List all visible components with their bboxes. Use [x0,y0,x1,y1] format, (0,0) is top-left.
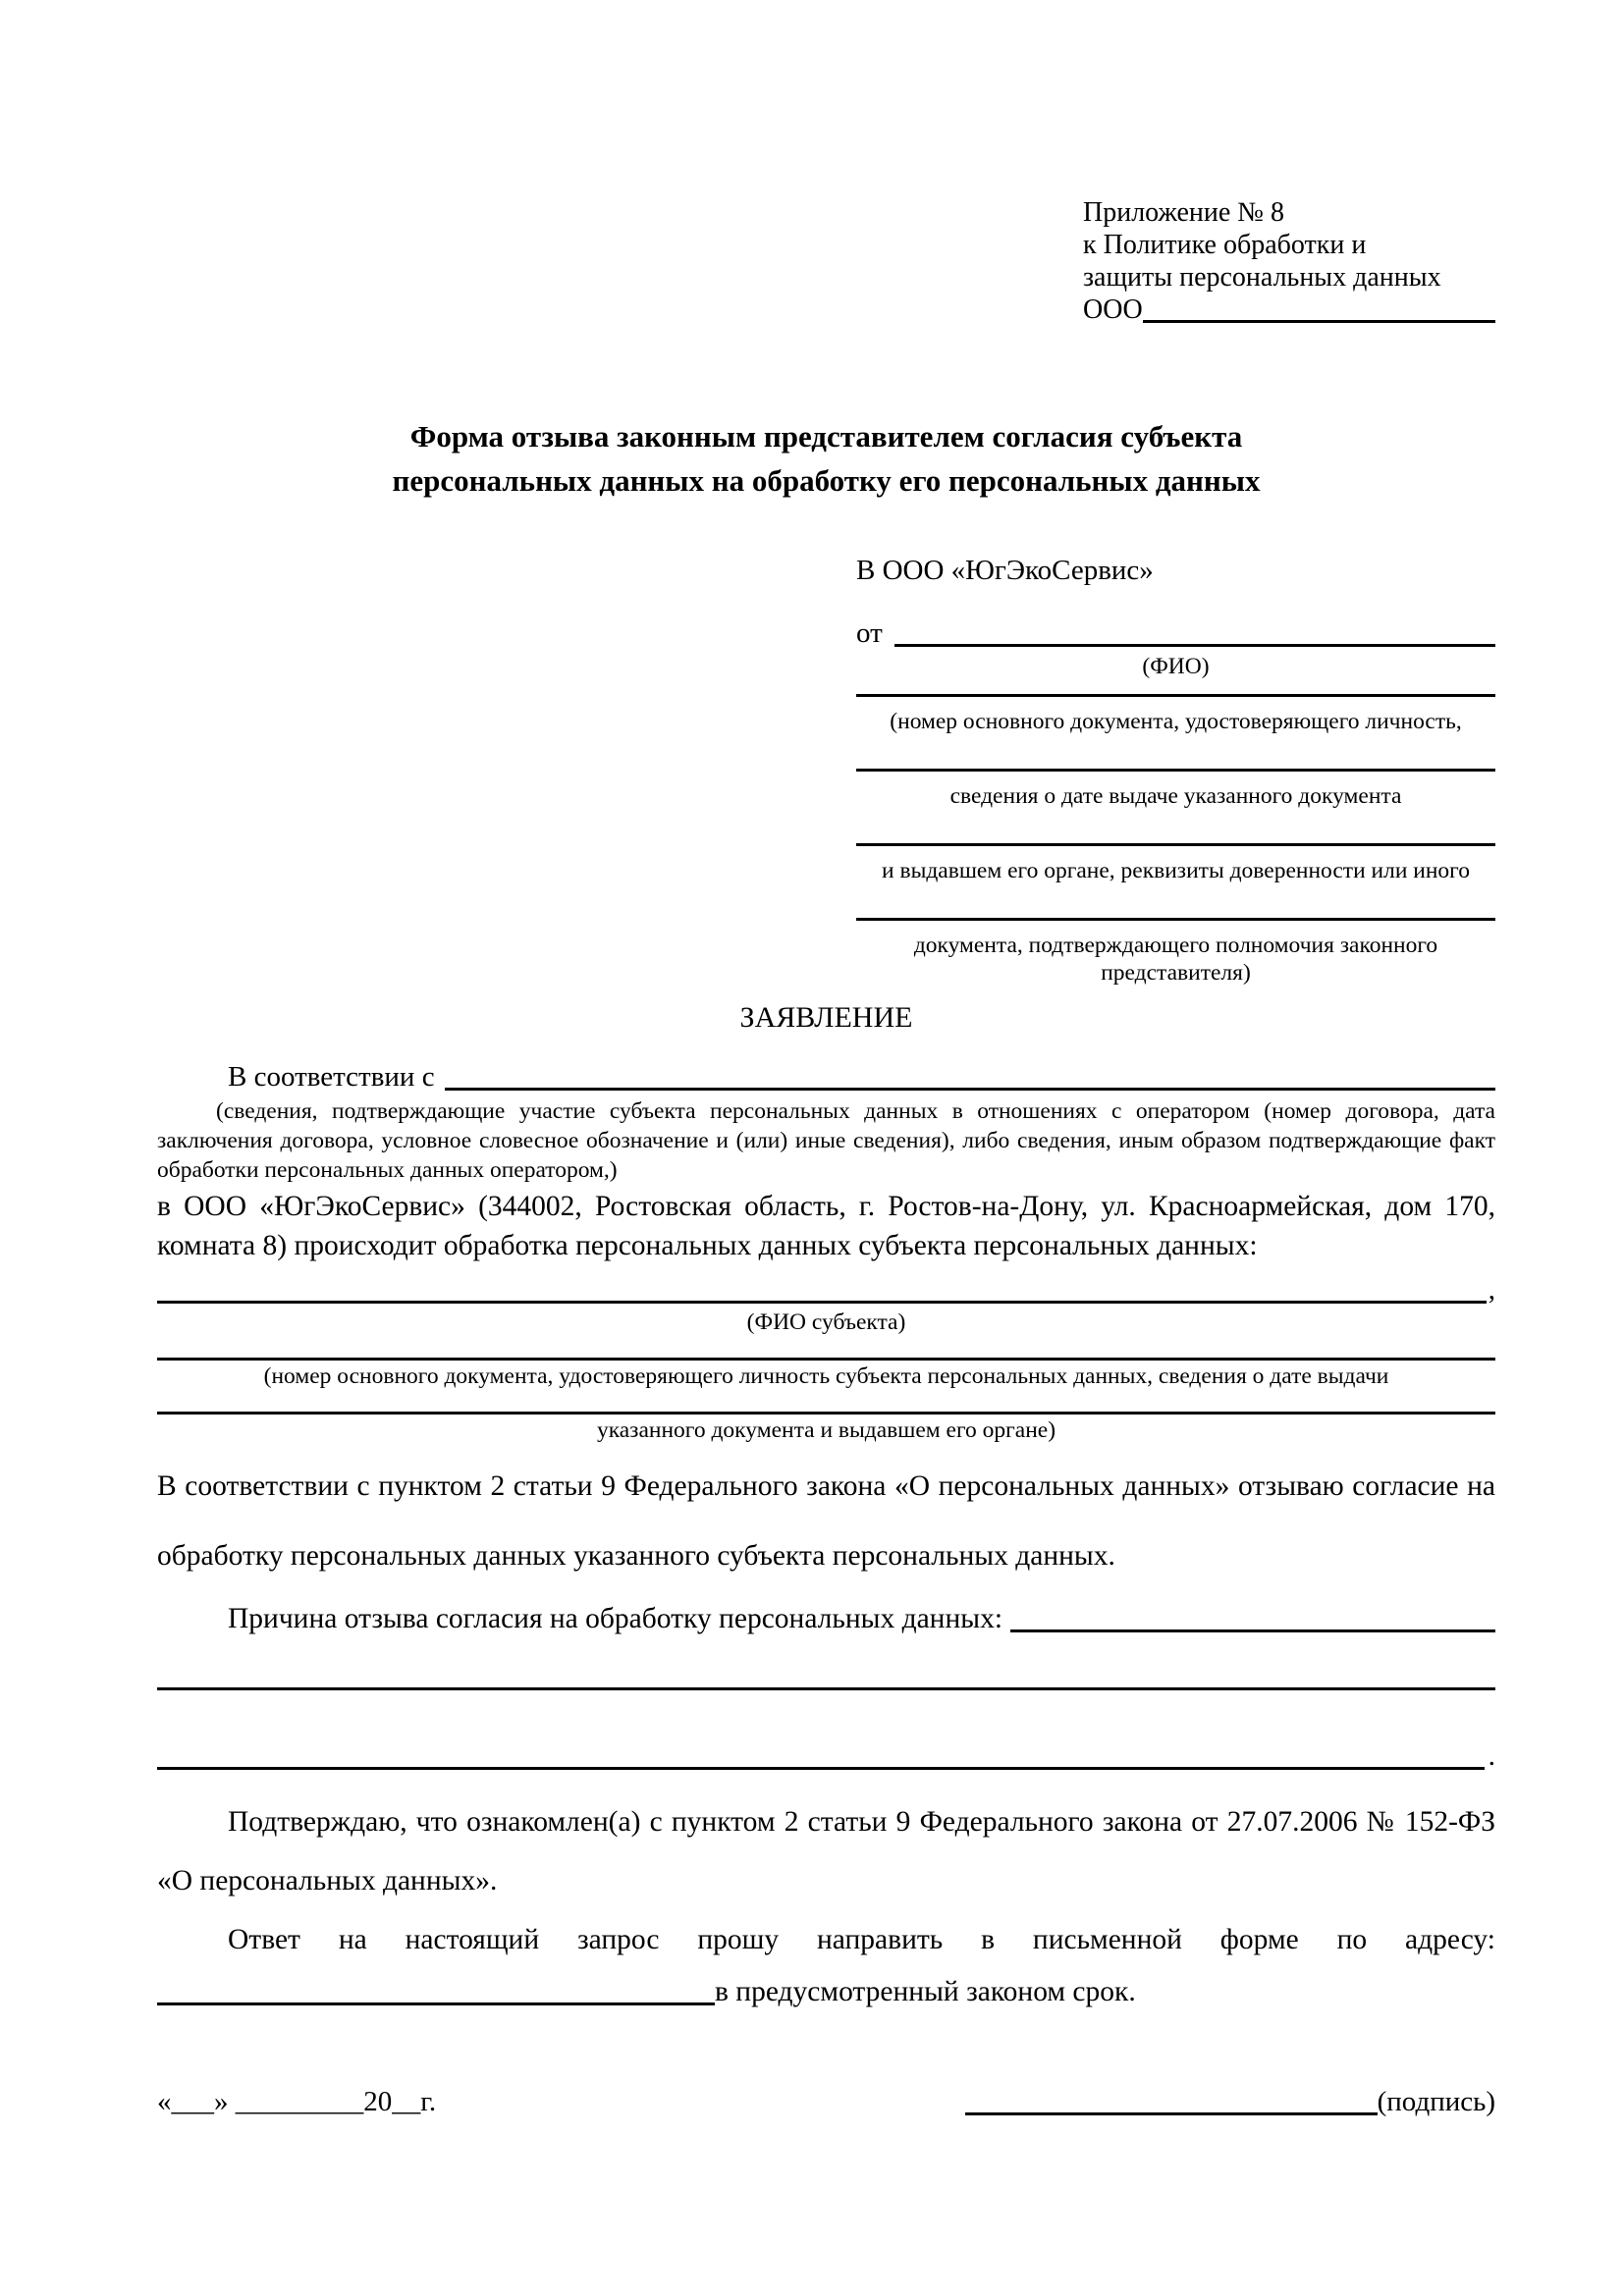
signature-blank-line [965,2112,1378,2115]
signature-caption: (подпись) [1377,2086,1495,2117]
header-annotation [1083,196,1495,326]
addressee-block [856,554,1495,987]
fio-caption: (ФИО) [1142,654,1210,679]
reply-address-row [157,1975,1495,2008]
reason-blank-line-2 [157,1687,1495,1690]
title-line-1: Форма отзыва законным представителем согласия субъекта [409,419,1243,454]
ooo-blank-line [1143,320,1495,323]
reason-label: Причина отзыва согласия на обработку персональных данных: [228,1603,1003,1634]
blank-line-doc-number [856,694,1495,697]
withdrawal-paragraph: В соответствии с пунктом 2 статьи 9 Федерального закона «О персональных данных» отзываю согласие на обработку персональных данных указанного субъекта персональных данных. [157,1470,1495,1572]
reason-blank-line-1 [1010,1629,1495,1632]
reason-blank-row-3 [157,1739,1495,1773]
blank-line-subject-doc-1 [157,1358,1495,1361]
date-line: «___» _________20__г. [157,2086,437,2117]
blank-line-doc-issuer [856,843,1495,846]
subject-doc-caption-1: (номер основного документа, удостоверяющего личность субъекта персональных данных, сведения о дате выдачи [263,1363,1389,1389]
accordance-small-caption: (сведения, подтверждающие участие субъекта персональных данных в отношениях с оператором (номер договора, дата заключения договора, условное словесное обозначение и (или) иные сведения), либо сведения, иным образом подтверждающие факт обработки персональных данных оператором,) [157,1098,1495,1183]
from-blank-line [894,644,1495,647]
doc-caption-1: (номер основного документа, удостоверяющего личность, [890,709,1462,734]
blank-line-doc-date [856,769,1495,772]
operator-paragraph: в ООО «ЮгЭкоСервис» (344002, Ростовская область, г. Ростов-на-Дону, ул. Красноармейская, дом 170, комната 8) происходит обработка персональных данных субъекта персональных данных: [157,1191,1495,1261]
blank-line-doc-authority [856,918,1495,921]
reply-address-blank-line [157,2002,715,2005]
subject-fio-blank-line [157,1301,1487,1304]
reason-row [157,1602,1495,1635]
signature-block [965,2085,1495,2118]
reply-paragraph: Ответ на настоящий запрос прошу направить в письменной форме по адресу: [228,1924,1495,1955]
subject-fio-row [157,1273,1495,1307]
accordance-label: В соответствии с [228,1061,435,1093]
blank-line-subject-doc-2 [157,1412,1495,1415]
footer [157,2085,1495,2118]
from-row [856,616,1495,650]
reason-blank-line-3 [157,1767,1485,1770]
accordance-row [157,1060,1495,1094]
header-line-3: защиты персональных данных [1083,262,1441,293]
doc-caption-3: и выдавшем его органе, реквизиты доверенности или иного [882,858,1470,883]
accordance-blank-line [445,1088,1495,1091]
from-label: от [856,617,883,649]
subject-doc-caption-2: указанного документа и выдавшем его органе) [596,1417,1056,1443]
subject-fio-caption: (ФИО субъекта) [746,1309,906,1335]
header-line-2: к Политике обработки и [1083,230,1367,260]
statement-heading: ЗАЯВЛЕНИЕ [739,1001,913,1034]
doc-caption-2: сведения о дате выдаче указанного документа [949,783,1402,809]
title-line-2: персональных данных на обработку его персональных данных [392,463,1261,498]
doc-caption-4: документа, подтверждающего полномочия законного представителя) [913,933,1438,986]
reply-suffix: в предусмотренный законом срок. [715,1976,1136,2007]
subject-fio-comma: , [1488,1274,1495,1306]
header-ooo-line [1083,294,1495,326]
header-line-1: Приложение № 8 [1083,197,1284,228]
addressee-to: В ООО «ЮгЭкоСервис» [856,555,1154,586]
ooo-label: ООО [1083,294,1143,325]
document-title [247,414,1406,503]
confirm-paragraph: Подтверждаю, что ознакомлен(а) с пунктом 2 статьи 9 Федерального закона от 27.07.2006 № 152-ФЗ «О персональных данных». [157,1806,1495,1896]
reason-period: . [1488,1740,1495,1772]
